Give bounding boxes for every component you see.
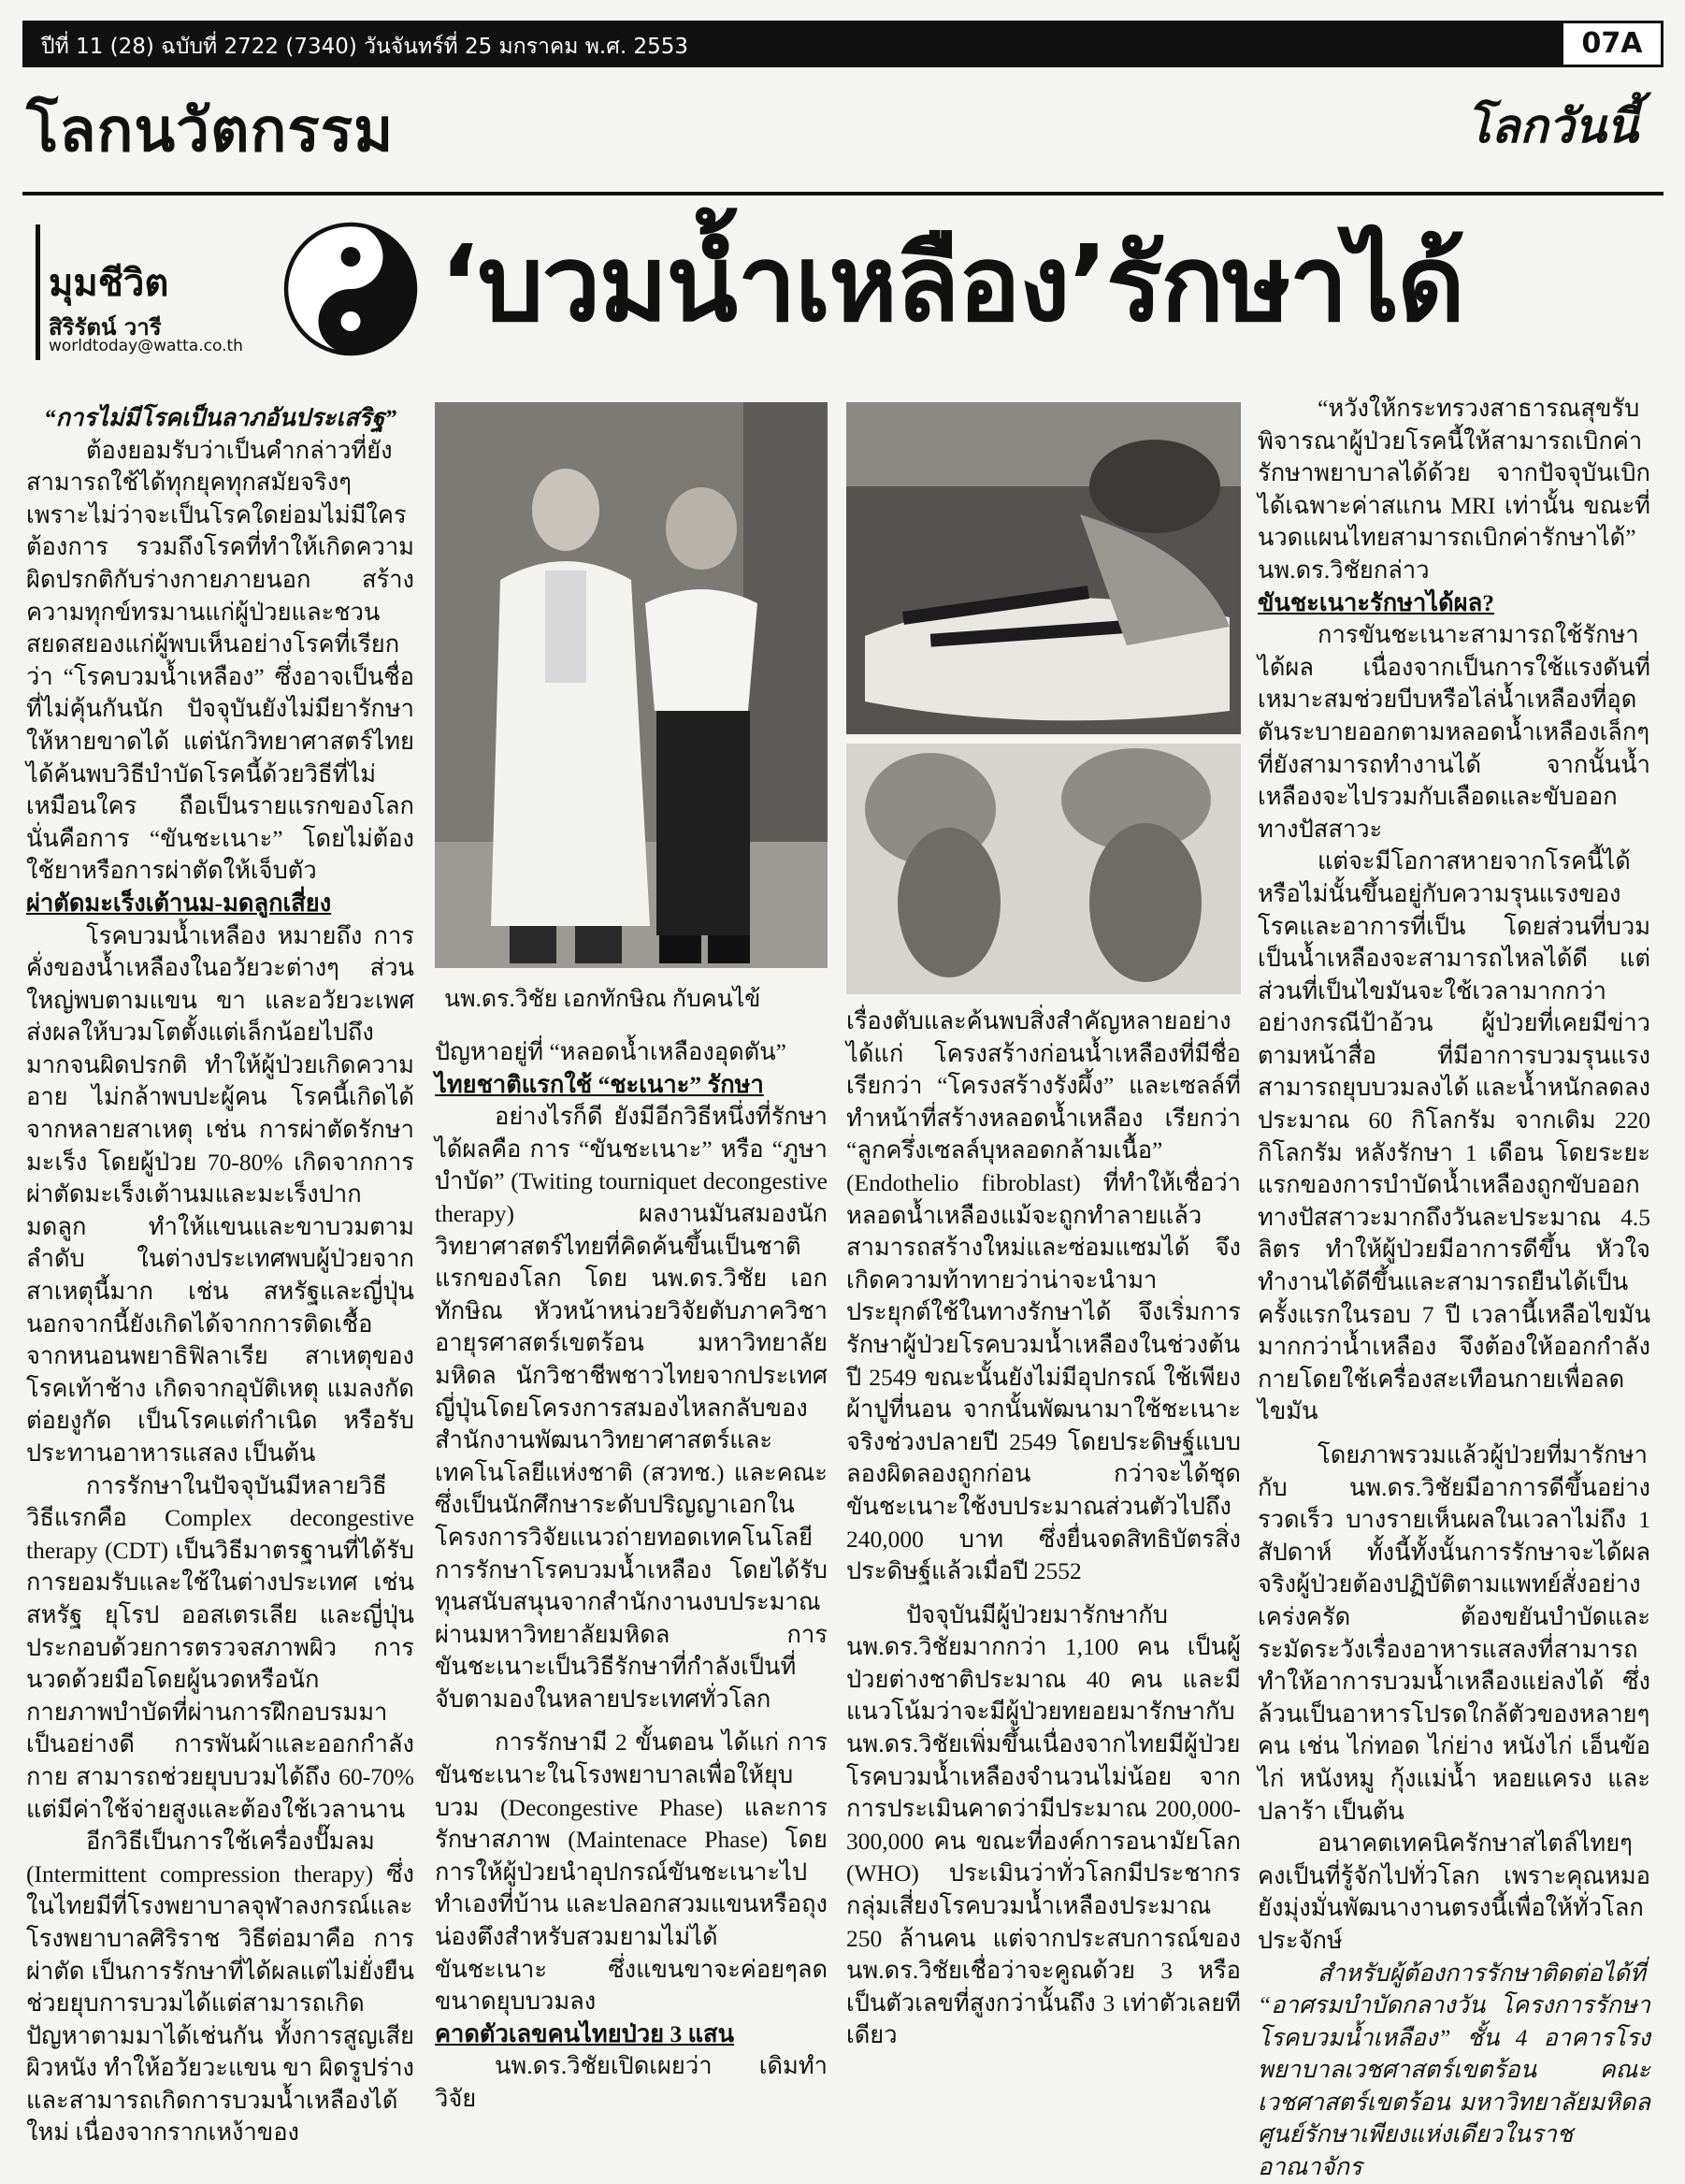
- paragraph: การขันชะเนาะสามารถใช้รักษาได้ผล เนื่องจากเป็นการใช้แรงดันที่เหมาะสมช่วยบีบหรือไล่น้ำเหลืองที่อุดตันระบายออกตามหลอดน้ำเหลืองเล็กๆที่ยังสามารถทำงานได้ จากนั้นน้ำเหลืองจะไปรวมกับเลือดและขับออกทางปัสสาวะ: [1258, 621, 1650, 843]
- paragraph: โดยภาพรวมแล้วผู้ป่วยที่มารักษากับ นพ.ดร.วิชัยมีอาการดีขึ้นอย่างรวดเร็ว บางรายเห็นผลในเวลาไม่ถึง 1 สัปดาห์ ทั้งนี้ทั้งนั้นการรักษาจะได้ผลจริงผู้ป่วยต้องปฏิบัติตามแพทย์สั่งอย่างเคร่งครัด ต้องขยันบำบัดและระมัดระวังเรื่องอาหารแสลงที่สามารถทำให้อาการบวมน้ำเหลืองแย่ลงได้ ซึ่งล้วนเป็นอาหารโปรดใกล้ตัวของหลายๆคน เช่น ไก่ทอด ไก่ย่าง หนังไก่ เอ็นข้อไก่ หนังหมู กุ้งแม่น้ำ หอยแครง และปลาร้า เป็นต้น: [1258, 1441, 1650, 1825]
- paragraph: โรคบวมน้ำเหลือง หมายถึง การคั่งของน้ำเหลืองในอวัยวะต่างๆ ส่วนใหญ่พบตามแขน ขา และอวัยวะเพศ ส่งผลให้บวมโตตั้งแต่เล็กน้อยไปถึงมากจนผิดปรกติ ทำให้ผู้ป่วยเกิดความอาย ไม่กล้าพบปะผู้คน โรคนี้เกิดได้จากหลายสาเหตุ เช่น การผ่าตัดรักษามะเร็ง โดยผู้ป่วย 70-80% เกิดจากการผ่าตัดมะเร็งเต้านมและมะเร็งปากมดลูก ทำให้แขนและขาบวมตามลำดับ ในต่างประเทศพบผู้ป่วยจากสาเหตุนี้มาก เช่น สหรัฐและญี่ปุ่น นอกจากนี้ยังเกิดได้จากการติดเชื้อจากหนอนพยาธิฟิลาเรีย สาเหตุของโรคเท้าช้าง เกิดจากอุบัติเหตุ แมลงกัดต่อยงูกัด เป็นโรคแต่กำเนิด หรือรับประทานอาหารแสลง เป็นต้น: [26, 921, 414, 1467]
- author-name: สิริรัตน์ วารี: [49, 314, 162, 340]
- page-number: 07A: [1561, 21, 1663, 67]
- article-column-3: [846, 1005, 1241, 2052]
- photo-treatment-device: [846, 402, 1241, 734]
- paragraph: “หวังให้กระทรวงสาธารณสุขรับพิจารณาผู้ป่วยโรคนี้ให้สามารถเบิกค่ารักษาพยาบาลได้ด้วย จากปัจจุบันเบิกได้เฉพาะค่าสแกน MRI เท่านั้น ขณะที่นวดแผนไทยสามารถเบิกค่ารักษาได้” นพ.ดร.วิชัยกล่าว: [1258, 395, 1650, 584]
- author-email: worldtoday@watta.co.th: [49, 337, 243, 355]
- brand-logo: โลกวันนี้: [1465, 99, 1638, 153]
- article-column-4: [1258, 393, 1650, 2184]
- paragraph: เรื่องตับและค้นพบสิ่งสำคัญหลายอย่างได้แก่ โครงสร้างก่อนน้ำเหลืองที่มีชื่อเรียกว่า “โครงสร้างรังผึ้ง” และเซลล์ที่ทำหน้าที่สร้างหลอดน้ำเหลือง เรียกว่า “ลูกครึ่งเซลล์บุหลอดกล้ามเนื้อ” (Endothelio fibroblast) ที่ทำให้เชื่อว่าหลอดน้ำเหลืองแม้จะถูกทำลายแล้วสามารถสร้างใหม่และซ่อมแซมได้ จึงเกิดความท้าทายว่าน่าจะนำมาประยุกต์ใช้ในทางรักษาได้ จึงเริ่มการรักษาผู้ป่วยโรคบวมน้ำเหลืองในช่วงต้นปี 2549 ขณะนั้นยังไม่มีอุปกรณ์ ใช้เพียงผ้าปูที่นอน จากนั้นพัฒนามาใช้ชะเนาะจริงช่วงปลายปี 2549 โดยประดิษฐ์แบบลองผิดลองถูกก่อน กว่าจะได้ชุดขันชะเนาะใช้งบประมาณส่วนตัวไปถึง 240,000 บาท ซึ่งยื่นจดสิทธิบัตรสิ่งประดิษฐ์แล้วเมื่อปี 2552: [846, 1007, 1241, 1585]
- subheading: ไทยชาติแรกใช้ “ชะเนาะ” รักษา: [435, 1070, 764, 1098]
- article-column-2: [435, 1036, 828, 2116]
- column-name: มุมชีวิต: [49, 262, 169, 305]
- subheading: ผ่าตัดมะเร็งเต้านม-มดลูกเสี่ยง: [26, 889, 332, 917]
- paragraph: การรักษามี 2 ขั้นตอน ได้แก่ การขันชะเนาะในโรงพยาบาลเพื่อให้ยุบบวม (Decongestive Phase) และการรักษาสภาพ (Maintenace Phase) โดยการให้ผู้ป่วยนำอุปกรณ์ขันชะเนาะไปทำเองที่บ้าน และปลอกสวมแขนหรือถุงน่องตึงสำหรับสวมยามไม่ได้ขันชะเนาะ ซึ่งแขนขาจะค่อยๆลดขนาดยุบบวมลง: [435, 1728, 828, 2016]
- photo-swollen-legs-illustration: [846, 744, 1241, 994]
- header-rule: [22, 192, 1663, 195]
- photo-doctor-patient-illustration: [435, 402, 828, 968]
- section-title: โลกนวัตกรรม: [26, 96, 395, 166]
- photo-doctor-patient: [435, 402, 828, 968]
- byline-bar: [36, 224, 40, 360]
- subheading: ขันชะเนาะรักษาได้ผล?: [1258, 588, 1494, 616]
- photo-swollen-legs: [846, 744, 1241, 994]
- paragraph: อีกวิธีเป็นการใช้เครื่องปั๊มลม (Intermittent compression therapy) ซึ่งในไทยมีที่โรงพยาบาลจุฬาลงกรณ์และโรงพยาบาลศิริราช วิธีต่อมาคือ การผ่าตัด เป็นการรักษาที่ได้ผลแต่ไม่ยั่งยืน ช่วยยุบการบวมได้แต่สามารถเกิดปัญหาตามมาได้เช่นกัน ทั้งการสูญเสียผิวหนัง ทำให้อวัยวะแขน ขา ผิดรูปร่าง และสามารถเกิดการบวมน้ำเหลืองได้ใหม่ เนื่องจากรากเหง้าของ: [26, 1828, 414, 2147]
- masthead-bar: [22, 21, 1663, 67]
- paragraph: การรักษาในปัจจุบันมีหลายวิธี วิธีแรกคือ Complex decongestive therapy (CDT) เป็นวิธีมาตรฐานที่ได้รับการยอมรับและใช้ในต่างประเทศ เช่น สหรัฐ ยุโรป ออสเตรเลีย และญี่ปุ่น ประกอบด้วยการตรวจสภาพผิว การนวดด้วยมือโดยผู้นวดหรือนักกายภาพบำบัดที่ผ่านการฝึกอบรมมาเป็นอย่างดี การพันผ้าและออกกำลังกาย สามารถช่วยยุบบวมได้ถึง 60-70% แต่มีค่าใช้จ่ายสูงและต้องใช้เวลานาน: [26, 1471, 414, 1823]
- paragraph: ต้องยอมรับว่าเป็นคำกล่าวที่ยังสามารถใช้ได้ทุกยุคทุกสมัยจริงๆ เพราะไม่ว่าจะเป็นโรคใดย่อมไม่มีใครต้องการ รวมถึงโรคที่ทำให้เกิดความผิดปรกติกับร่างกายภายนอก สร้างความทุกข์ทรมานแก่ผู้ป่วยและชวนสยดสยองแก่ผู้พบเห็นอย่างโรคที่เรียกว่า “โรคบวมน้ำเหลือง” ซึ่งอาจเป็นชื่อที่ไม่คุ้นกันนัก ปัจจุบันยังไม่มียารักษาให้หายขาดได้ แต่นักวิทยาศาสตร์ไทยได้ค้นพบวิธีบำบัดโรคนี้ด้วยวิธีที่ไม่เหมือนใคร ถือเป็นรายแรกของโลก นั่นคือการ “ขันชะเนาะ” โดยไม่ต้องใช้ยาหรือการผ่าตัดให้เจ็บตัว: [26, 436, 414, 885]
- headline: ‘บวมน้ำเหลือง’รักษาได้: [439, 224, 1463, 345]
- paragraph: แต่จะมีโอกาสหายจากโรคนี้ได้หรือไม่นั้นขึ้นอยู่กับความรุนแรงของโรคและอาการที่เป็น โดยส่วนที่บวมเป็นน้ำเหลืองจะสามารถไหลได้ดี แต่ส่วนที่เป็นไขมันจะใช้เวลามากกว่า อย่างกรณีป้าอ้วน ผู้ป่วยที่เคยมีข่าวตามหน้าสื่อ ที่มีอาการบวมรุนแรงสามารถยุบบวมลงได้ และน้ำหนักลดลงประมาณ 60 กิโลกรัม จากเดิม 220 กิโลกรัม หลังรักษา 1 เดือน โดยระยะแรกของการบำบัดน้ำเหลืองถูกขับออกทางปัสสาวะมากถึงวันละประมาณ 4.5 ลิตร ทำให้ผู้ป่วยมีอาการดีขึ้น หัวใจทำงานได้ดีขึ้นและสามารถยืนได้เป็นครั้งแรกในรอบ 7 ปี เวลานี้เหลือไขมันมากกว่าน้ำเหลือง จึงต้องให้ออกกำลังกายโดยใช้เครื่องสะเทือนกายเพื่อลดไขมัน: [1258, 847, 1650, 1425]
- paragraph: ปัญหาอยู่ที่ “หลอดน้ำเหลืองอุดตัน”: [435, 1038, 786, 1065]
- paragraph: ปัจจุบันมีผู้ป่วยมารักษากับ นพ.ดร.วิชัยมากกว่า 1,100 คน เป็นผู้ป่วยต่างชาติประมาณ 40 คน และมีแนวโน้มว่าจะมีผู้ป่วยทยอยมารักษากับ นพ.ดร.วิชัยเพิ่มขึ้นเนื่องจากไทยมีผู้ป่วยโรคบวมน้ำเหลืองจำนวนไม่น้อย จากการประเมินคาดว่ามีประมาณ 200,000-300,000 คน ขณะที่องค์การอนามัยโลก (WHO) ประเมินว่าทั่วโลกมีประชากรกลุ่มเสี่ยงโรคบวมน้ำเหลืองประมาณ 250 ล้านคน แต่จากประสบการณ์ของ นพ.ดร.วิชัยเชื่อว่าจะคูณด้วย 3 หรือเป็นตัวเลขที่สูงกว่านั้นถึง 3 เท่าตัวเลยทีเดียว: [846, 1600, 1241, 2049]
- yin-yang-icon: [281, 219, 421, 359]
- opening-quote: “การไม่มีโรคเป็นลาภอันประเสริฐ”: [43, 404, 397, 431]
- issue-line: ปีที่ 11 (28) ฉบับที่ 2722 (7340) วันจันทร์ที่ 25 มกราคม พ.ศ. 2553: [41, 35, 688, 59]
- contact-paragraph: สำหรับผู้ต้องการรักษาติดต่อได้ที่ “อาศรมบำบัดกลางวัน โครงการรักษาโรคบวมน้ำเหลือง” ชั้น 4 อาคารโรงพยาบาลเวชศาสตร์เขตร้อน คณะเวชศาสตร์เขตร้อน มหาวิทยาลัยมหิดล ศูนย์รักษาเพียงแห่งเดียวในราชอาณาจักร: [1258, 1959, 1650, 2181]
- paragraph: อนาคตเทคนิครักษาสไตล์ไทยๆคงเป็นที่รู้จักไปทั่วโลก เพราะคุณหมอยังมุ่งมั่นพัฒนางานตรงนี้เพื่อให้ทั่วโลกประจักษ์: [1258, 1830, 1650, 1954]
- photo-caption: นพ.ดร.วิชัย เอกทักษิณ กับคนไข้: [444, 987, 761, 1012]
- photo-treatment-device-illustration: [846, 402, 1241, 734]
- paragraph: นพ.ดร.วิชัยเปิดเผยว่า เดิมทำวิจัย: [435, 2052, 828, 2112]
- subheading: คาดตัวเลขคนไทยป่วย 3 แสน: [435, 2019, 735, 2047]
- paragraph: อย่างไรก็ดี ยังมีอีกวิธีหนึ่งที่รักษาได้ผลคือ การ “ขันชะเนาะ” หรือ “ภูษาบำบัด” (Twiting tourniquet decongestive therapy) ผลงานมันสมองนักวิทยาศาสตร์ไทยที่คิดค้นขึ้นเป็นชาติแรกของโลก โดย นพ.ดร.วิชัย เอกทักษิณ หัวหน้าหน่วยวิจัยตับภาควิชาอายุรศาสตร์เขตร้อน มหาวิทยาลัยมหิดล นักวิชาชีพชาวไทยจากประเทศญี่ปุ่นโดยโครงการสมองไหลกลับของสำนักงานพัฒนาวิทยาศาสตร์และเทคโนโลยีแห่งชาติ (สวทช.) และคณะ ซึ่งเป็นนักศึกษาระดับปริญญาเอกในโครงการวิจัยแนวถ่ายทอดเทคโนโลยีการรักษาโรคบวมน้ำเหลือง โดยได้รับทุนสนับสนุนจากสำนักงานงบประมาณผ่านมหาวิทยาลัยมหิดล การขันชะเนาะเป็นวิธีรักษาที่กำลังเป็นที่จับตามองในหลายประเทศทั่วโลก: [435, 1103, 828, 1713]
- article-column-1: [26, 402, 414, 2149]
